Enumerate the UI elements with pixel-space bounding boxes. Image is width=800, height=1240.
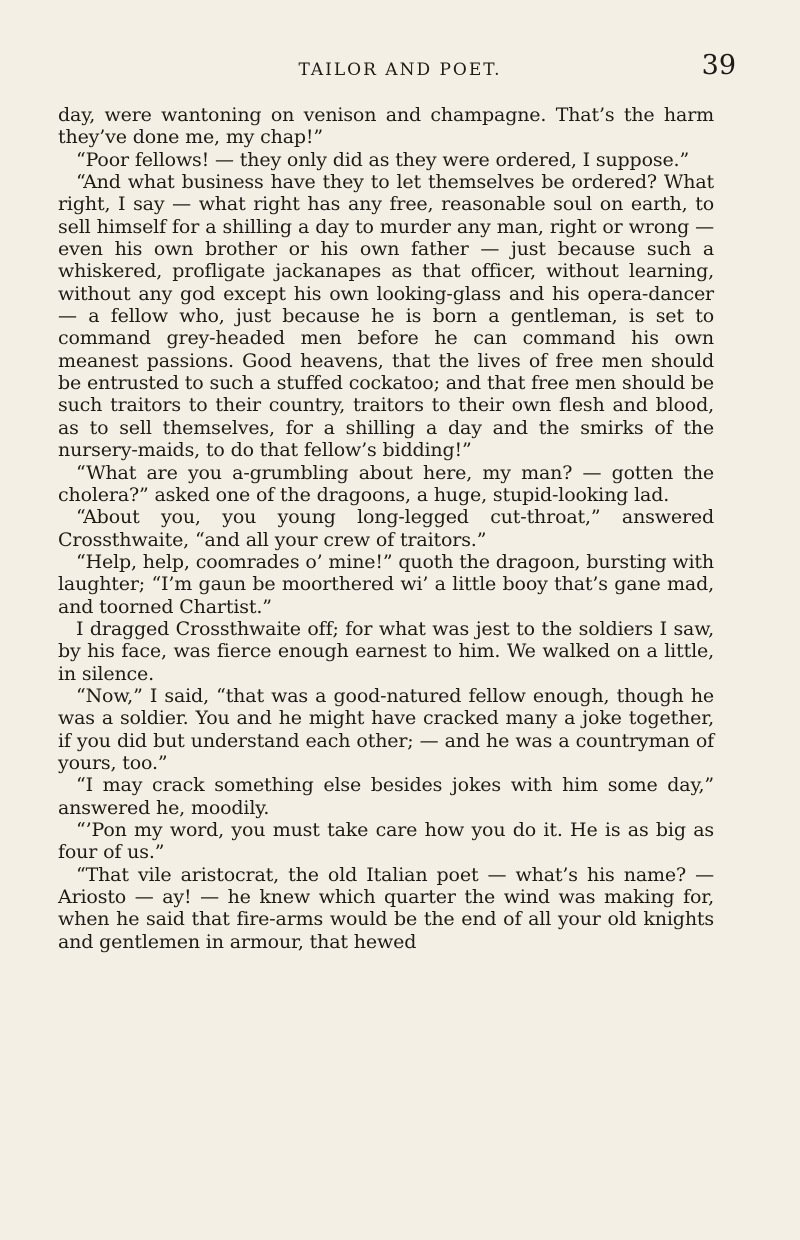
- paragraph: “That vile aristocrat, the old Italian poet — what’s his name? — Ariosto — ay! — he knew which quarter the wind was making for, when he said that fire-arms would be the end of all your old knights and gentlemen in armour, that hewed: [58, 863, 714, 953]
- paragraph: “Help, help, coomrades o’ mine!” quoth the dragoon, bursting with laughter; “I’m gaun be moorthered wi’ a little booy that’s gane mad, and toorned Chartist.”: [58, 550, 714, 618]
- paragraph: “’Pon my word, you must take care how you do it. He is as big as four of us.”: [58, 819, 714, 864]
- paragraph: “About you, you young long-legged cut-throat,” answered Crossthwaite, “and all your crew of traitors.”: [58, 506, 714, 551]
- paragraph: “Poor fellows! — they only did as they were ordered, I suppose.”: [76, 148, 690, 171]
- running-title: TAILOR AND POET.: [298, 60, 502, 80]
- paragraph: “What are you a-grumbling about here, my man? — gotten the cholera?” asked one of the dragoons, a huge, stupid-looking lad.: [58, 461, 714, 506]
- paragraph: “I may crack something else besides jokes with him some day,” answered he, moodily.: [58, 774, 714, 819]
- paragraph: “Now,” I said, “that was a good-natured fellow enough, though he was a soldier. You and he might have cracked many a joke together, if you did but understand each other; — and he was a countryman of yours, too.”: [58, 684, 714, 774]
- paragraph: I dragged Crossthwaite off; for what was jest to the soldiers I saw, by his face, was fierce enough earnest to him. We walked on a little, in silence.: [58, 617, 714, 685]
- page-number: 39: [701, 50, 736, 81]
- body-text: [58, 104, 714, 953]
- paragraph: “And what business have they to let themselves be ordered? What right, I say — what right has any free, reasonable soul on earth, to sell himself for a shilling a day to murder any man, right or wrong — even his own brother or his own father — just because such a whiskered, profligate jackanapes as that officer, without learning, without any god except his own looking-glass and his opera-dancer — a fellow who, just because he is born a gentleman, is set to command grey-headed men before he can command his own meanest passions. Good heavens, that the lives of free men should be entrusted to such a stuffed cockatoo; and that free men should be such traitors to their country, traitors to their own flesh and blood, as to sell themselves, for a shilling a day and the smirks of the nursery-maids, to do that fellow’s bidding!”: [58, 171, 714, 462]
- paragraph: day, were wantoning on venison and champagne. That’s the harm they’ve done me, my chap!”: [58, 104, 714, 149]
